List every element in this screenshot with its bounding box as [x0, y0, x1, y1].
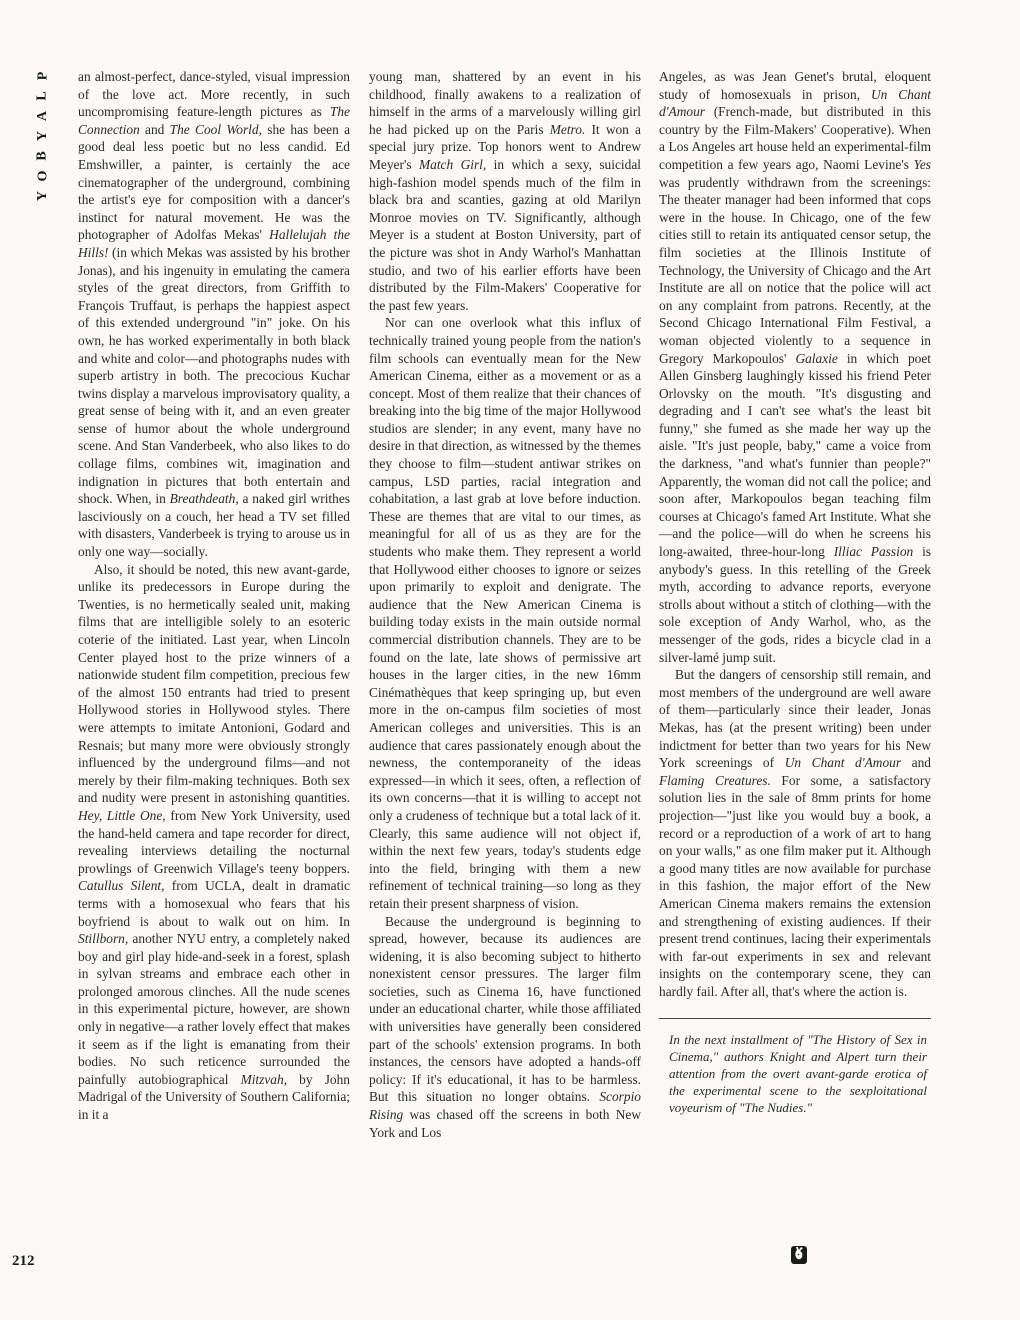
masthead-letter: P	[35, 71, 50, 81]
rabbit-head-logo-icon	[791, 1246, 807, 1264]
editor-note: In the next installment of "The History of Sex in Cinema," authors Knight and Alpert turn their attention from the overt avant-garde erotica of the experimental scene to the sexploitational voyeurism of "The Nudies."	[659, 1018, 931, 1116]
paragraph: an almost-perfect, dance-styled, visual impression of the love act. More recently, in such uncompromising feature-length pictures as The Connection and The Cool World, she has been a good deal less poetic but no less candid. Ed Emshwiller, a painter, is certainly the ace cinematographer of the underground, combining the artist's eye for composition with a dancer's instinct for natural movement. He was the photographer of Adolfas Mekas' Hallelujah the Hills! (in which Mekas was assisted by his brother Jonas), and his ingenuity in emulating the camera styles of the great directors, from Griffith to François Truffaut, is perhaps the happiest aspect of this extended underground "in" joke. On his own, he has worked experimentally in both black and white and color—and photographs nudes with superb artistry in both. The precocious Kuchar twins display a marvelous improvisatory quality, a great sense of being with it, and an even greater sense of humor about the whole underground scene. And Stan Vanderbeek, who also likes to do collage films, combines wit, imagination and indignation in pictures that both entertain and shock. When, in Breathdeath, a naked girl writhes lasciviously on a couch, her head a TV set filled with disasters, Vanderbeek is trying to arouse us in only one way—socially.	[78, 69, 351, 560]
paragraph: young man, shattered by an event in his childhood, finally awakens to a realization of himself in the arms of a marvelously willing girl he had picked up on the Paris Metro. It won a special jury prize. Top honors went to Andrew Meyer's Match Girl, in which a sexy, suicidal high-fashion model spends much of the film in black bra and scanties, gazing at old Marilyn Monroe movies on TV. Significantly, although Meyer is a student at Boston University, part of the picture was shot in Andy Warhol's Manhattan studio, and two of his earlier efforts have been distributed by the Film-Makers' Cooperative for the past few years.	[369, 69, 641, 313]
masthead-letter: B	[35, 151, 50, 161]
masthead-letter: A	[35, 110, 50, 122]
page-number: 212	[12, 1253, 35, 1269]
masthead-letter: O	[34, 170, 50, 182]
masthead-vertical	[30, 66, 56, 206]
paragraph: Because the underground is beginning to spread, however, because its audiences are widening, it is also becoming subject to hitherto nonexistent censor pressures. The larger film societies, such as Cinema 16, have functioned under an educational charter, while those affiliated with universities have generally been considered part of the schools' extension programs. In both instances, the censors have adopted a hands-off policy: If it's educational, it has to be harmless. But this situation no longer obtains. Scorpio Rising was chased off the screens in both New York and Los	[369, 913, 641, 1140]
paragraph: Also, it should be noted, this new avant-garde, unlike its predecessors in Europe during the Twenties, is no hermetically sealed unit, making films that are intelligible solely to an esoteric coterie of the initiated. Last year, when Lincoln Center played host to the prize winners of a nationwide student film competition, precious few of the almost 150 entrants had tried to present Hollywood stories in Hollywood styles. There were attempts to imitate Antonioni, Godard and Resnais; but many more were obviously strongly influenced by the underground films—and not merely by their film-making techniques. Both sex and nudity were present in astonishing quantities. Hey, Little One, from New York University, used the hand-held camera and tape recorder for direct, revealing interviews detailing the nocturnal prowlings of Greenwich Village's teeny boppers. Catullus Silent, from UCLA, dealt in dramatic terms with a homosexual who fears that his boyfriend is about to walk out on him. In Stillborn, another NYU entry, a completely naked boy and girl play hide-and-seek in a forest, splash in sylvan streams and embrace each other in prolonged amorous clinches. All the nude scenes in this experimental picture, however, are shown only in negative—a rather lovely effect that makes it seem as if the light is emanating from their bodies. No such reticence surrounded the painfully autobiographical Mitzvah, by John Madrigal of the University of Southern California; in it a	[78, 561, 350, 1123]
masthead-letter: Y	[35, 190, 50, 202]
paragraph: Nor can one overlook what this influx of technically trained young people from the nation's film schools can eventually mean for the New American Cinema, either as a movement or as a concept. Most of them realize that their chances of breaking into the big time of the major Hollywood studios are slender; in any event, many have no desire in that direction, as witnessed by the themes they choose to film—student antiwar strikes on campus, LSD parties, racial integration and cohabitation, a last grab at love before induction. These are themes that are vital to our times, as meaningful for all of us as they are for the students who make them. They represent a world that Hollywood either chooses to ignore or seizes upon primarily to exploit and denigrate. The audience that the New American Cinema is building today exists in the main outside normal commercial distribution channels. They are to be found on the late, late shows of permissive art houses in the larger cities, in the new 16mm Cinémathèques that keep springing up, but even more in the on-campus film societies of most American colleges and universities. This is an audience that cares passionately enough about the newness, the contemporaneity of the ideas expressed—in which it sees, often, a reflection of its own concerns—that it is willing to accept not only a crudeness of technique but a total lack of it. Clearly, this same audience will not object if, within the next few years, today's students edge into the field, bringing with them a new refinement of technical training—so long as they retain their present sharpness of vision.	[369, 315, 641, 911]
text-column-2	[369, 68, 641, 1141]
masthead-letter: L	[35, 91, 50, 101]
text-column-1	[78, 68, 350, 1124]
paragraph: Angeles, as was Jean Genet's brutal, eloquent study of homosexuals in prison, Un Chant d'Amour (French-made, but distributed in this country by the Film-Makers' Cooperative). When a Los Angeles art house held an experimental-film competition a few years ago, Naomi Levine's Yes was prudently withdrawn from the screenings: The theater manager had been informed that cops were in the house. In Chicago, one of the few cities still to retain its antiquated censor setup, the film societies at the Illinois Institute of Technology, the University of Chicago and the Art Institute are all on notice that the police will act on any complaint from patrons. Recently, at the Second Chicago International Film Festival, a woman objected violently to a sequence in Gregory Markopoulos' Galaxie in which poet Allen Ginsberg laughingly kissed his friend Peter Orlovsky on the mouth. "It's disgusting and degrading and I can't see what's the least bit funny," she fumed as she made her way up the aisle. "It's just people, baby," came a voice from the darkness, "and what's funnier than people?" Apparently, the woman did not call the police; and soon after, Markopoulos began teaching film courses at Chicago's famed Art Institute. What she—and the police—will do when he screens his long-awaited, three-hour-long Illiac Passion is anybody's guess. In this retelling of the Greek myth, according to advance reports, everyone strolls about without a stitch of clothing—with the sole exception of Andy Warhol, who, as the messenger of the gods, rides a bicycle clad in a silver-lamé jump suit.	[659, 69, 931, 665]
text-column-3	[659, 68, 931, 1116]
paragraph: But the dangers of censorship still remain, and most members of the underground are well aware of them—particularly since their leader, Jonas Mekas, has (at the present writing) been under indictment for better than two years for his New York screenings of Un Chant d'Amour and Flaming Creatures. For some, a satisfactory solution lies in the sale of 8mm prints for home projection—"just like you would buy a book, a record or a reproduction of a work of art to hang on your walls," as one film maker put it. Although a good many titles are now available for purchase in this fashion, the major effort of the New American Cinema makers remains the extension and strengthening of existing audiences. If their present trend continues, lacing their experimentals with far-out experiments in sex and relevant insights on the contemporary scene, they can hardly fail. After all, that's where the action is.	[659, 667, 931, 999]
masthead-letter: Y	[35, 130, 50, 142]
